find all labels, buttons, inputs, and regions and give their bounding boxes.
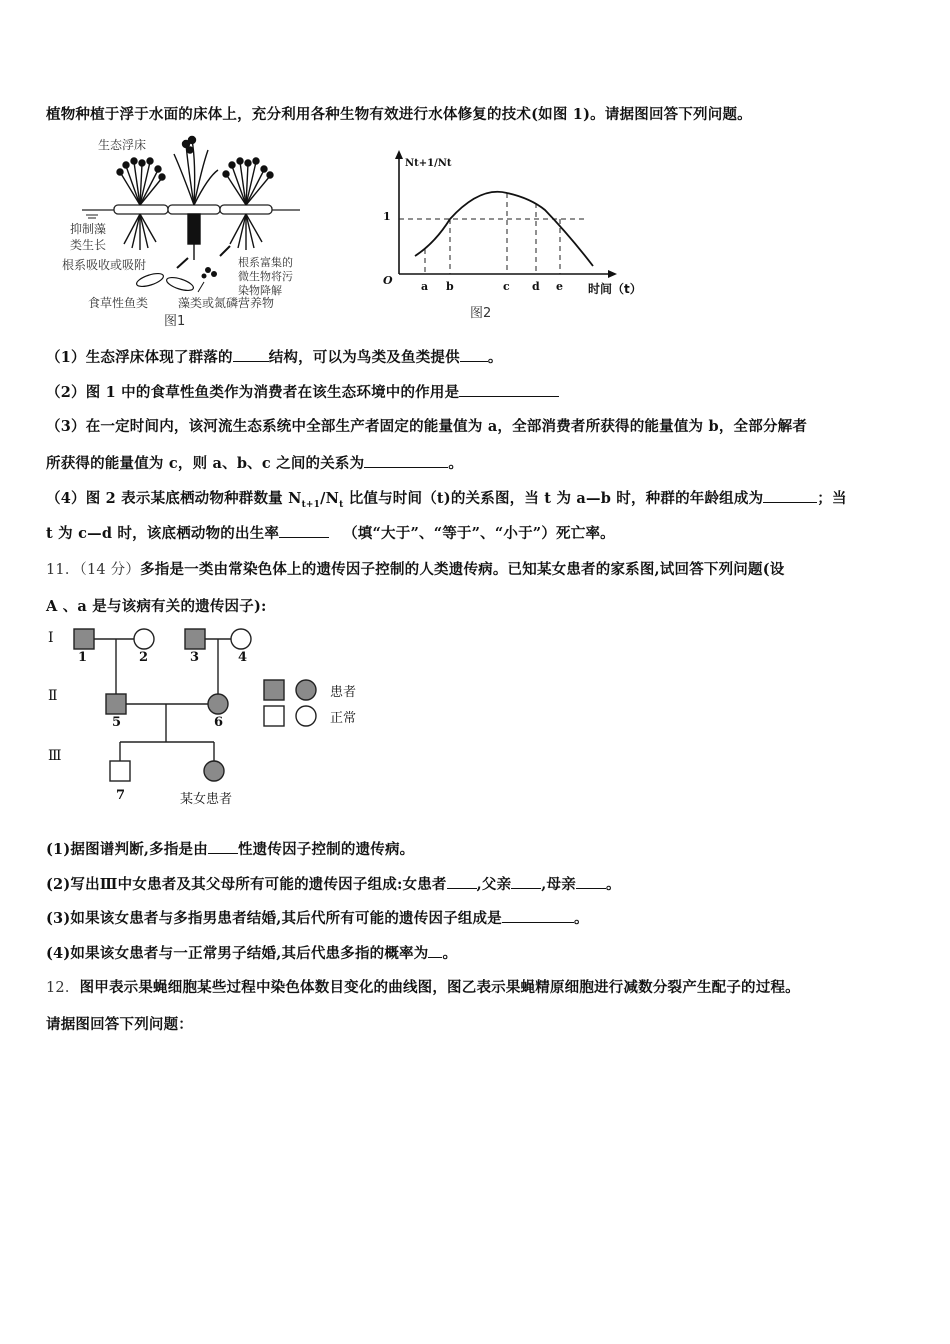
generation-II: Ⅱ: [48, 688, 58, 704]
q12-line1: [46, 976, 800, 997]
q10-4-rest: 比值与时间（t)的关系图，当 t 为 a—b 时，种群的年龄组成为: [343, 490, 764, 507]
figure-1-caption: 图1: [164, 314, 186, 329]
q11-2-father: ,父亲: [476, 876, 512, 893]
q10-1-mid: 结构，可以为鸟类及鱼类提供: [268, 349, 460, 366]
ratio-curve-plot: [375, 148, 660, 328]
label-microbe-3: 染物降解: [238, 284, 282, 297]
x-tick-c: c: [503, 280, 510, 293]
individual-7: 7: [116, 788, 126, 803]
q10-4-line1: [46, 487, 847, 510]
q11-1: [46, 838, 414, 859]
answer-blank[interactable]: [511, 875, 541, 889]
q10-1-suffix: 。: [487, 349, 503, 366]
pedigree-chart: [44, 624, 374, 814]
pedigree-diagram: [44, 624, 374, 814]
q11-line2: A 、a 是与该病有关的遗传因子):: [46, 598, 267, 615]
q11-2: [46, 873, 621, 894]
x-tick-d: d: [532, 280, 540, 293]
origin-label: O: [383, 274, 393, 287]
generation-I: Ⅰ: [48, 630, 54, 646]
answer-blank[interactable]: [208, 840, 238, 854]
subscript-t-plus-1: t+1: [301, 499, 321, 510]
x-tick-e: e: [556, 280, 563, 293]
q11-1-prefix: (1)据图谱判断,多指是由: [46, 841, 208, 858]
q10-4-suffix: ；当: [817, 490, 847, 507]
q11-text: 多指是一类由常染色体上的遗传因子控制的人类遗传病。已知某女患者的家系图,试回答下列问题(设: [140, 561, 785, 578]
individual-1: 1: [78, 650, 88, 665]
q11-2-suffix: 。: [605, 876, 621, 893]
q11-4-prefix: (4)如果该女患者与一正常男子结婚,其后代患多指的概率为: [46, 945, 429, 962]
q10-3-line1: （3）在一定时间内，该河流生态系统中全部生产者固定的能量值为 a，全部消费者所获得的能量值为 b，全部分解者: [46, 418, 808, 435]
figure-2-chart: [375, 148, 660, 328]
individual-6: 6: [214, 715, 224, 730]
question-number: 11．（14 分）: [46, 562, 141, 578]
q11-3-suffix: 。: [573, 910, 589, 927]
q10-4-line2-suffix: （填“大于”、“等于”、“小于”）死亡率。: [343, 525, 615, 542]
q11-4-suffix: 。: [442, 945, 458, 962]
x-tick-b: b: [446, 280, 454, 293]
q11-3-prefix: (3)如果该女患者与多指男患者结婚,其后代所有可能的遗传因子组成是: [46, 910, 502, 927]
label-inhibit-algae-2: 类生长: [70, 238, 107, 252]
q12-text: 图甲表示果蝇细胞某些过程中染色体数目变化的曲线图，图乙表示果蝇精原细胞进行减数分裂产生配子的过程。: [79, 979, 800, 996]
q10-4-line2-prefix: t 为 c—d 时，该底栖动物的出生率: [46, 525, 280, 542]
intro-text: 植物种植于浮于水面的床体上，充分利用各种生物有效进行水体修复的技术(如图 1)。请据图回答下列问题。: [46, 106, 752, 123]
q10-3-line2: [46, 452, 463, 473]
label-herbivore-fish: 食草性鱼类: [88, 296, 149, 310]
q11-2-prefix: (2)写出Ⅲ中女患者及其父母所有可能的遗传因子组成:女患者: [46, 876, 447, 893]
individual-4: 4: [238, 650, 248, 665]
label-floating-bed: 生态浮床: [98, 138, 147, 152]
individual-3: 3: [190, 650, 200, 665]
q10-4-mid: /N: [320, 490, 340, 507]
y-axis-label: Nt+1/Nt: [405, 158, 452, 169]
y-tick-1: 1: [383, 210, 391, 223]
label-microbe-1: 根系富集的: [238, 256, 293, 269]
q11-1-suffix: 性遗传因子控制的遗传病。: [237, 841, 415, 858]
answer-blank[interactable]: [364, 454, 448, 468]
q10-4-line2: [46, 522, 615, 543]
q10-4-prefix: （4）图 2 表示某底栖动物种群数量 N: [46, 490, 302, 507]
figure-2-caption: 图2: [470, 306, 492, 321]
question-number: 12．: [46, 980, 80, 996]
legend-normal: 正常: [330, 711, 357, 726]
q12-line2: 请据图回答下列问题：: [46, 1016, 193, 1033]
q11-2-mother: ,母亲: [541, 876, 576, 893]
individual-5: 5: [112, 715, 122, 730]
label-root-absorb: 根系吸收或吸附: [62, 258, 147, 272]
answer-blank[interactable]: [279, 524, 329, 538]
q10-1-prefix: （1）生态浮床体现了群落的: [46, 349, 233, 366]
answer-blank[interactable]: [502, 909, 574, 923]
q10-3-suffix: 。: [448, 455, 464, 472]
q10-2-prefix: （2）图 1 中的食草性鱼类作为消费者在该生态环境中的作用是: [46, 384, 460, 401]
subscript-t: t: [339, 499, 344, 510]
answer-blank[interactable]: [763, 489, 817, 503]
q10-1: [46, 346, 503, 367]
q10-3-prefix: 所获得的能量值为 c，则 a、b、c 之间的关系为: [46, 455, 365, 472]
answer-blank[interactable]: [576, 875, 606, 889]
answer-blank[interactable]: [460, 348, 488, 362]
answer-blank[interactable]: [233, 348, 269, 362]
q10-2: [46, 381, 559, 402]
label-microbe-2: 微生物将污: [238, 270, 293, 283]
answer-blank[interactable]: [428, 944, 442, 958]
q11-3: [46, 907, 589, 928]
figure-1: [62, 132, 322, 330]
label-inhibit-algae-1: 抑制藻: [70, 222, 107, 236]
x-tick-a: a: [421, 280, 429, 293]
q11-4: [46, 942, 457, 963]
answer-blank[interactable]: [447, 875, 477, 889]
x-axis-label: 时间（t）: [588, 282, 642, 296]
generation-III: Ⅲ: [48, 748, 62, 764]
individual-2: 2: [139, 650, 149, 665]
legend-affected: 患者: [330, 685, 357, 700]
q11-line1: [46, 558, 784, 579]
label-algae-nutrients: 藻类或氮磷营养物: [178, 296, 275, 310]
individual-proband: 某女患者: [180, 792, 233, 807]
answer-blank[interactable]: [459, 383, 559, 397]
